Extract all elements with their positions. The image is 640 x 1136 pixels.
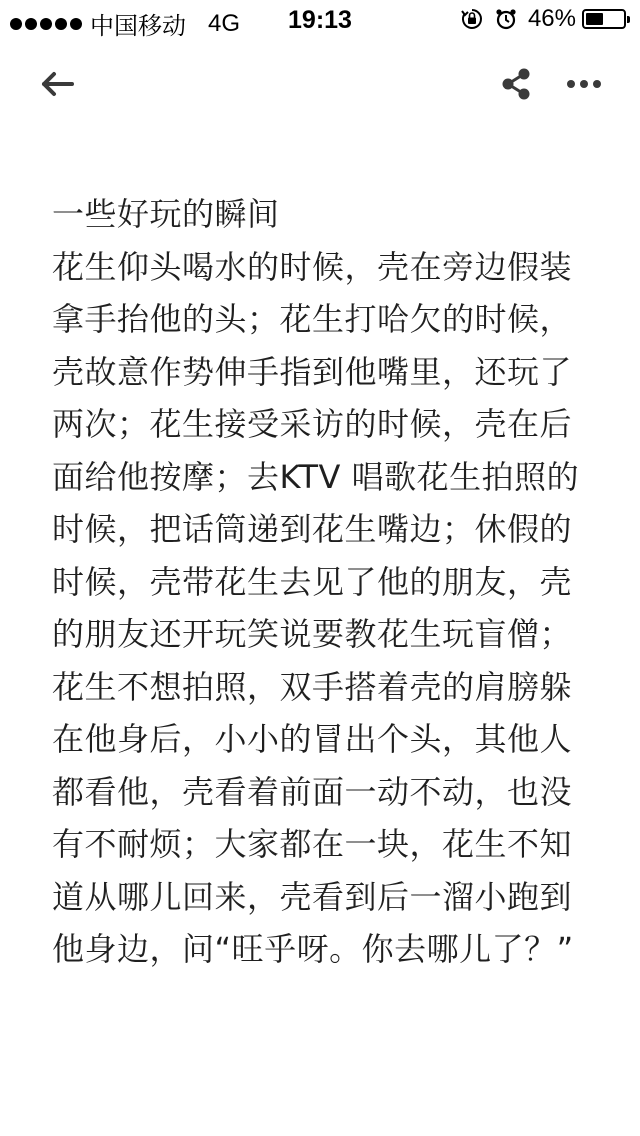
article-heading: 一些好玩的瞬间 xyxy=(52,195,280,233)
more-button[interactable] xyxy=(560,62,608,106)
battery-percent: 46% xyxy=(527,5,576,32)
alarm-clock-icon xyxy=(494,7,518,31)
back-button[interactable] xyxy=(36,62,80,106)
article-content xyxy=(52,188,592,976)
status-time: 19:13 xyxy=(288,6,352,34)
network-type: 4G xyxy=(208,9,241,37)
status-bar xyxy=(0,0,640,40)
more-horizontal-icon xyxy=(566,79,602,89)
share-button[interactable] xyxy=(494,62,538,106)
share-icon xyxy=(500,67,532,101)
carrier-name: 中国移动 xyxy=(90,13,186,40)
orientation-lock-icon xyxy=(460,7,484,31)
nav-bar xyxy=(0,40,640,128)
status-right xyxy=(450,5,626,33)
battery-icon xyxy=(582,9,626,29)
article-body: 花生仰头喝水的时候，壳在旁边假装拿手抬他的头；花生打哈欠的时候，壳故意作势伸手指到他嘴里，还玩了两次；花生接受采访的时候，壳在后面给他按摩；去KTV 唱歌花生拍照的时候，把话筒递到花生嘴边；休假的时候，壳带花生去见了他的朋友，壳的朋友还开玩笑说要教花生玩盲僧；花生不想拍照，双手搭着壳的肩膀躲在他身后，小小的冒出个头，其他人都看他，壳看着前面一动不动，也没有不耐烦；大家都在一块，花生不知道从哪儿回来，壳看到后一溜小跑到他身边，问“旺乎呀。你去哪儿了？” xyxy=(52,247,580,968)
arrow-left-icon xyxy=(40,70,76,98)
